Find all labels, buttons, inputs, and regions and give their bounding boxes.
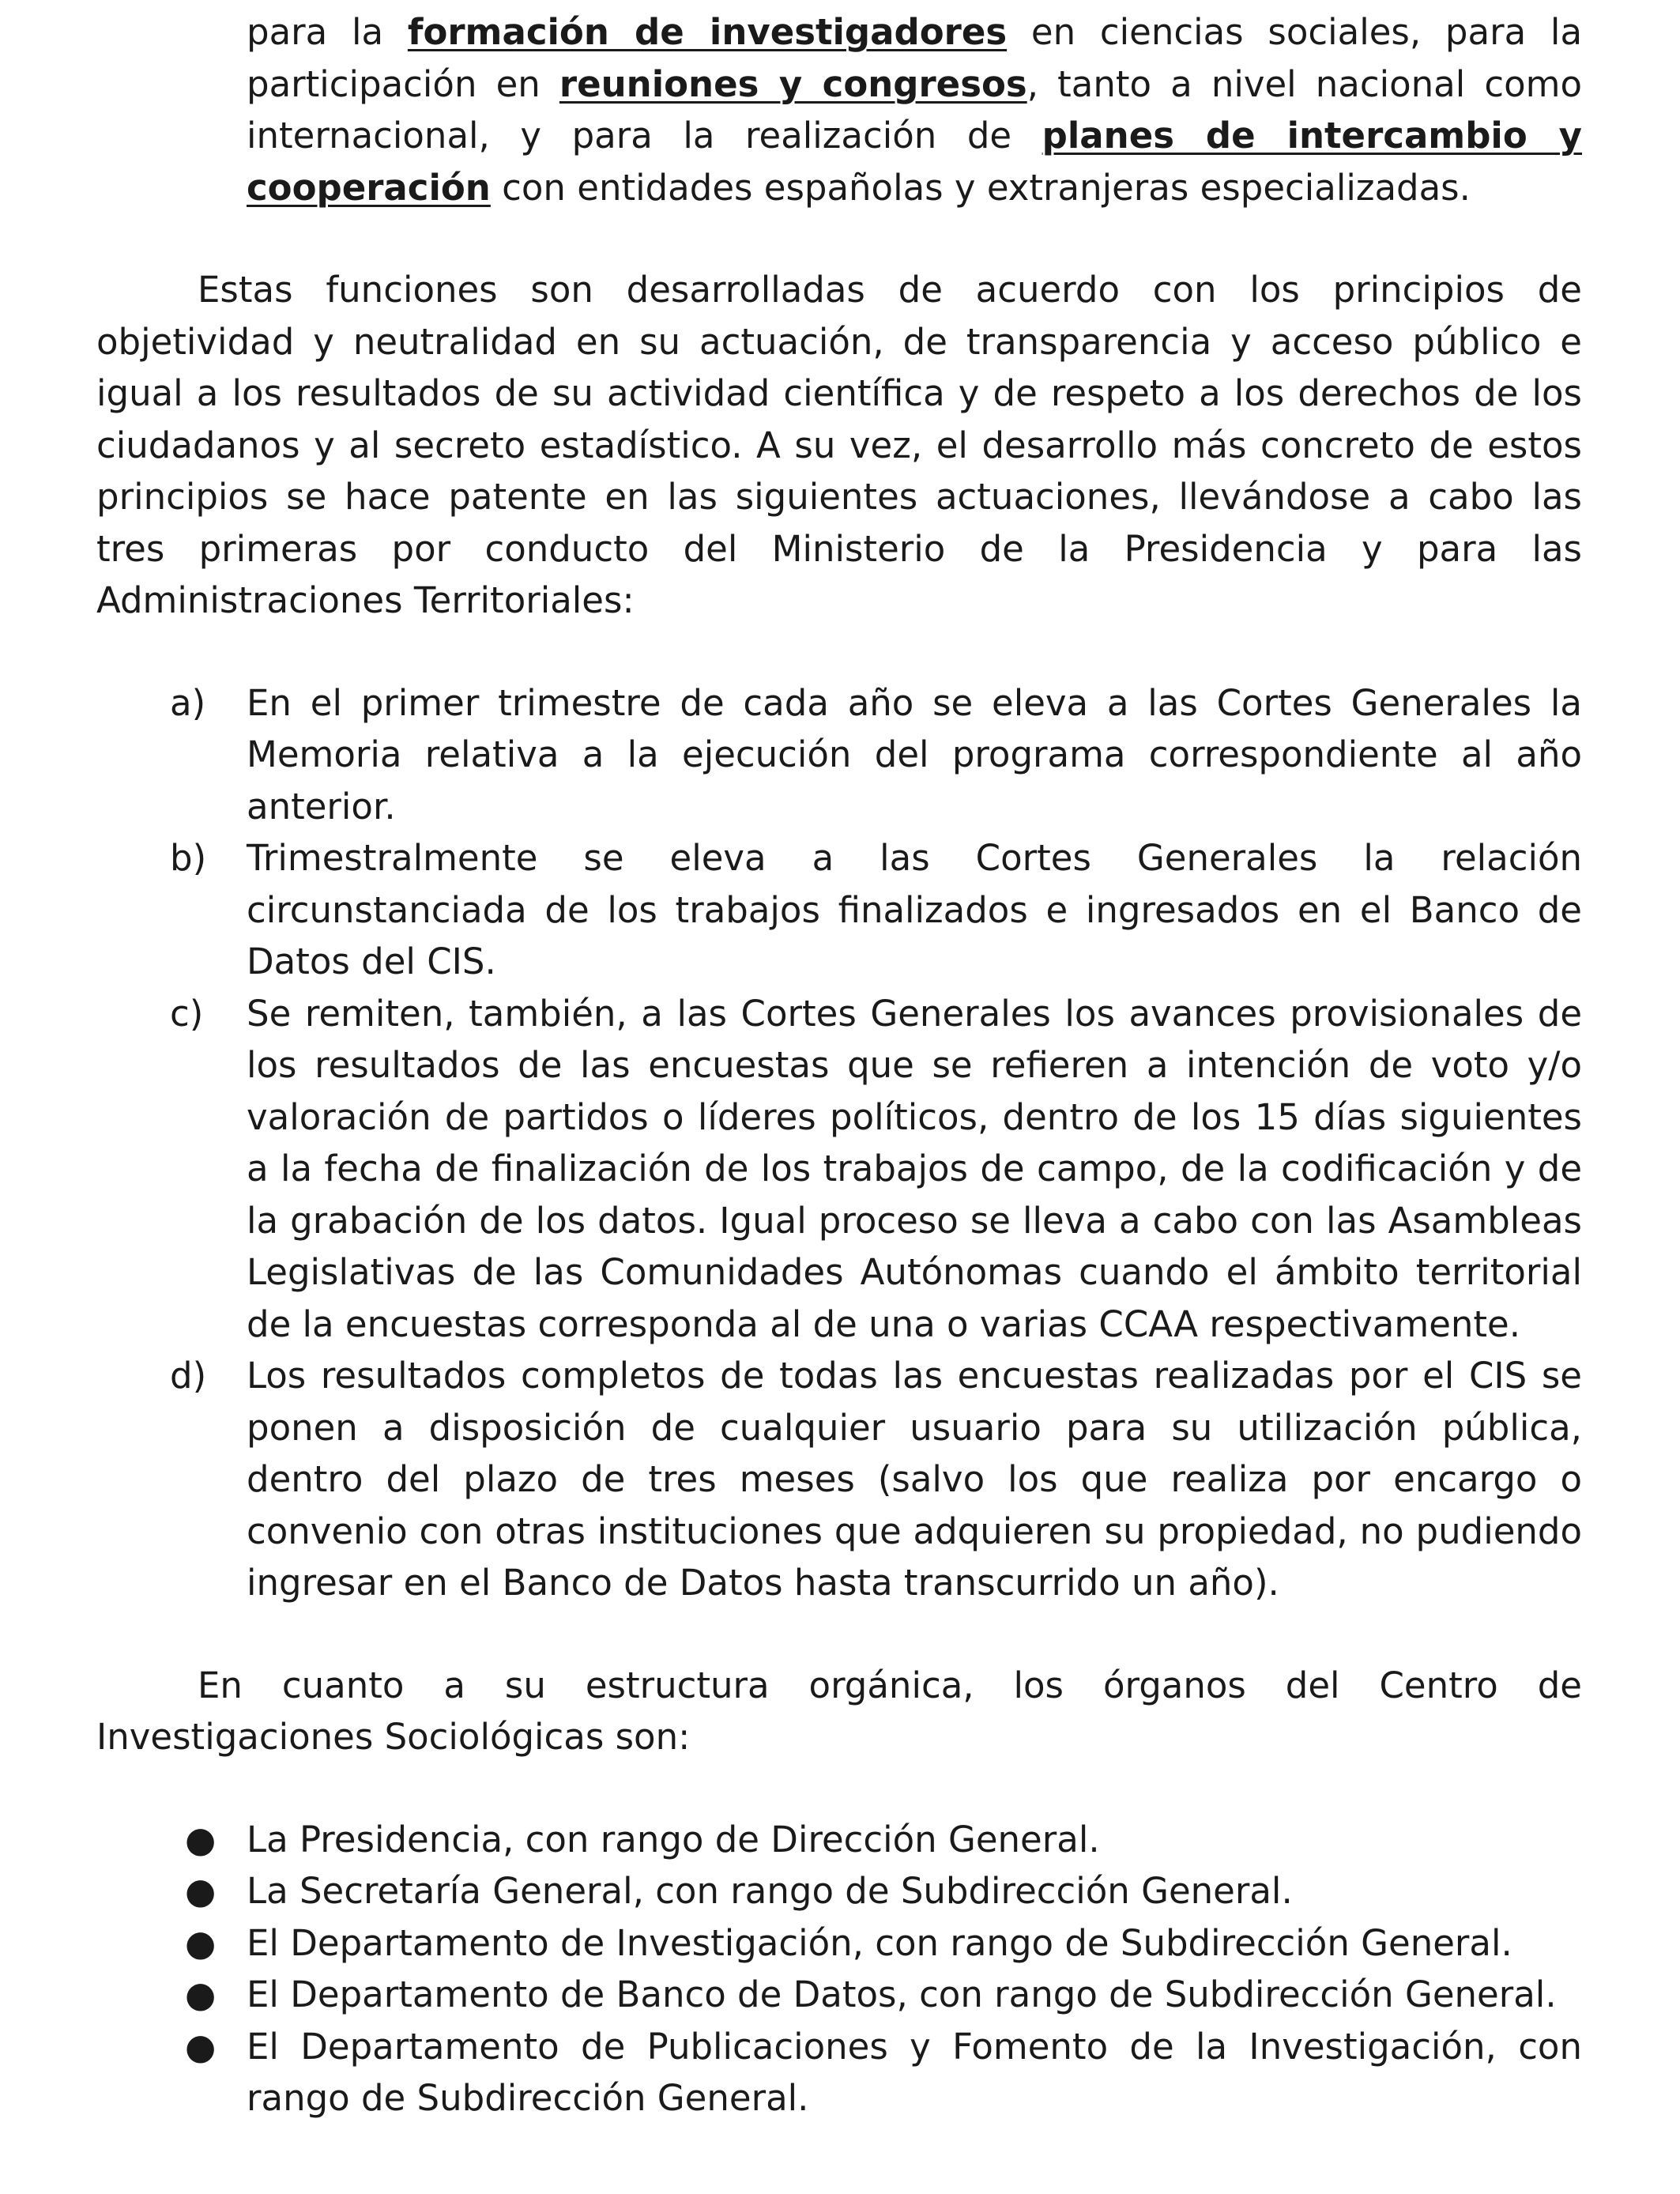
intro-text-4: con entidades españolas y extranjeras especializadas. xyxy=(490,166,1471,209)
bullet-icon: ● xyxy=(185,2025,217,2068)
list-item xyxy=(96,677,1582,833)
bullet-icon: ● xyxy=(185,1921,217,1964)
list-item xyxy=(96,2021,1582,2124)
list-item xyxy=(96,1969,1582,2021)
bullet-icon: ● xyxy=(185,1818,217,1860)
list-item-text: La Secretaría General, con rango de Subdirección General. xyxy=(247,1870,1293,1912)
list-item-text: Trimestralmente se eleva a las Cortes Generales la relación circunstanciada de los trabajos finalizados e ingresados en el Banco de Datos del CIS. xyxy=(247,837,1582,982)
spacer xyxy=(96,1609,1582,1660)
spacer xyxy=(96,1763,1582,1814)
organs-list xyxy=(96,1814,1582,2124)
list-item xyxy=(96,832,1582,988)
bullet-icon: ● xyxy=(185,1870,217,1912)
list-item-text: El Departamento de Investigación, con rango de Subdirección General. xyxy=(247,1921,1512,1964)
list-item-text: La Presidencia, con rango de Dirección General. xyxy=(247,1818,1100,1860)
document-page xyxy=(96,6,1582,2124)
list-item xyxy=(96,1814,1582,1866)
list-item-text: Los resultados completos de todas las encuestas realizadas por el CIS se ponen a disposición de cualquier usuario para su utilización pública, dentro del plazo de tres meses (salvo los que realiza por encargo o convenio con otras instituciones que adquieren su propiedad, no pudiendo ingresar en el Banco de Datos hasta transcurrido un año). xyxy=(247,1355,1582,1604)
list-marker: a) xyxy=(170,681,206,724)
spacer xyxy=(96,627,1582,677)
list-marker: b) xyxy=(170,837,207,879)
list-item xyxy=(96,1917,1582,1970)
list-item xyxy=(96,1350,1582,1609)
emphasis-formacion: formación de investigadores xyxy=(407,11,1008,53)
structure-paragraph: En cuanto a su estructura orgánica, los órganos del Centro de Investigaciones Sociológicas son: xyxy=(96,1664,1582,1758)
intro-text-3: , tanto a nivel nacional como internacional, y para la realización de xyxy=(247,62,1582,156)
intro-continuation-paragraph xyxy=(247,6,1582,213)
actions-list xyxy=(96,677,1582,1609)
list-item-text: Se remiten, también, a las Cortes Generales los avances provisionales de los resultados de las encuestas que se refieren a intención de voto y/o valoración de partidos o líderes políticos, dentro de los 15 días siguientes a la fecha de finalización de los trabajos de campo, de la codificación y de la grabación de los datos. Igual proceso se lleva a cabo con las Asambleas Legislativas de las Comunidades Autónomas cuando el ámbito territorial de la encuestas corresponda al de una o varias CCAA respectivamente. xyxy=(247,992,1582,1345)
spacer xyxy=(96,213,1582,264)
list-item xyxy=(96,988,1582,1351)
intro-text-1: para la xyxy=(247,11,408,53)
list-item-text: El Departamento de Banco de Datos, con rango de Subdirección General. xyxy=(247,1973,1557,2015)
list-item-text: El Departamento de Publicaciones y Fomento de la Investigación, con rango de Subdirección General. xyxy=(247,2025,1582,2119)
list-marker: c) xyxy=(170,992,204,1035)
list-item-text: En el primer trimestre de cada año se eleva a las Cortes Generales la Memoria relativa a la ejecución del programa correspondiente al año anterior. xyxy=(247,681,1582,827)
list-item xyxy=(96,1865,1582,1917)
list-marker: d) xyxy=(170,1355,207,1397)
principles-paragraph: Estas funciones son desarrolladas de acuerdo con los principios de objetividad y neutralidad en su actuación, de transparencia y acceso público e igual a los resultados de su actividad científica y de respeto a los derechos de los ciudadanos y al secreto estadístico. A su vez, el desarrollo más concreto de estos principios se hace patente en las siguientes actuaciones, llevándose a cabo las tres primeras por conducto del Ministerio de la Presidencia y para las Administraciones Territoriales: xyxy=(96,269,1582,621)
emphasis-reuniones: reuniones y congresos xyxy=(559,62,1027,105)
bullet-icon: ● xyxy=(185,1973,217,2015)
emphasis-planes: planes de intercambio y cooperación xyxy=(247,115,1583,209)
intro-text-2: en ciencias sociales, para la participación en xyxy=(247,11,1583,105)
